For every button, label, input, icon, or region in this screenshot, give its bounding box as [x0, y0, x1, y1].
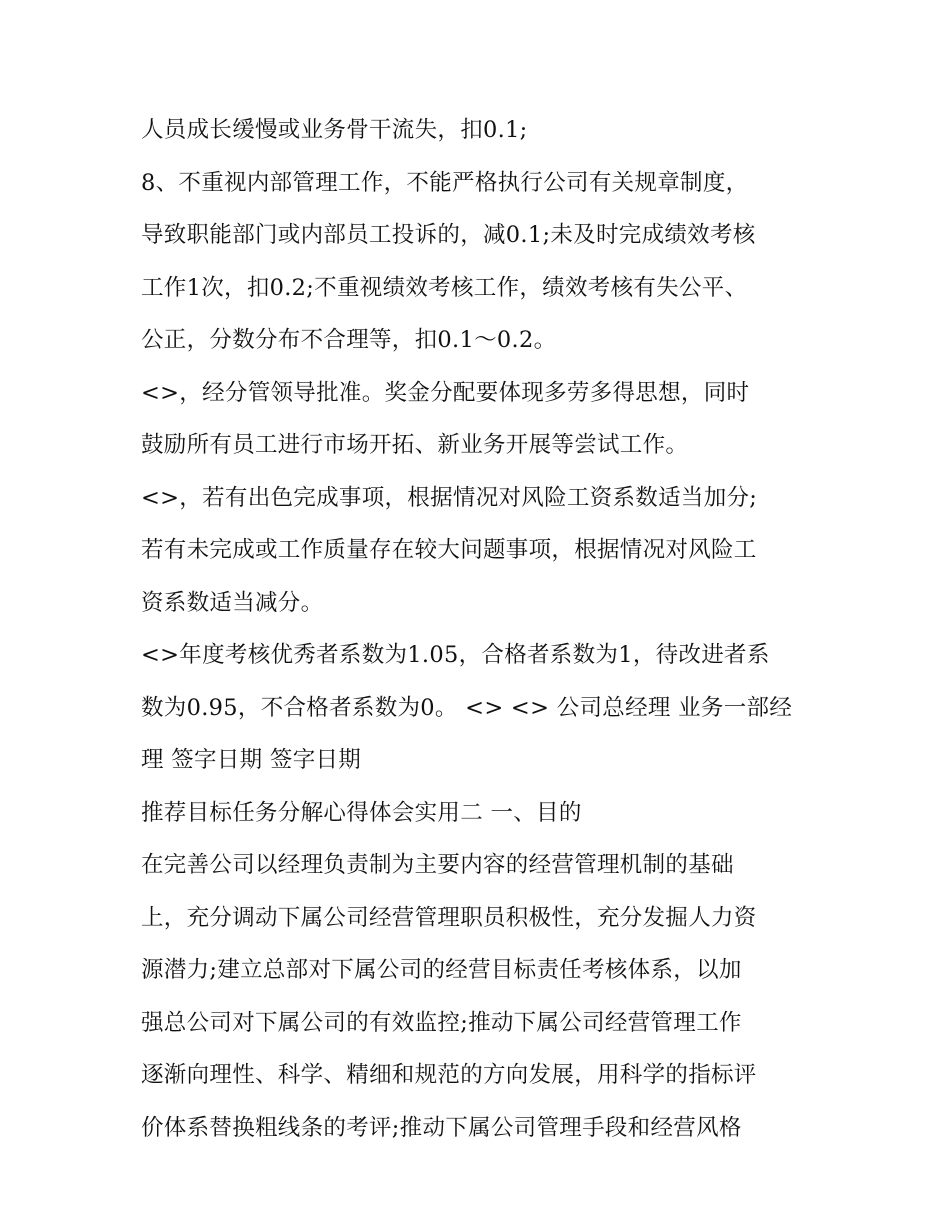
text-line: 强总公司对下属公司的有效监控;推动下属公司经营管理工作 [141, 1009, 742, 1036]
text-line: 鼓励所有员工进行市场开拓、新业务开展等尝试工作。 [141, 432, 689, 458]
section-heading-line: 推荐目标任务分解心得体会实用二 一、目的 [141, 799, 582, 826]
text-line: 8、不重视内部管理工作，不能严格执行公司有关规章制度， [141, 169, 749, 196]
text-line: 源潜力;建立总部对下属公司的经营目标责任考核体系，以加 [141, 957, 742, 983]
text-line: 理 签字日期 签字日期 [141, 747, 362, 773]
text-line: 公正，分数分布不合理等，扣0.1～0.2。 [141, 327, 557, 353]
text-line: <>年度考核优秀者系数为1.05，合格者系数为1，待改进者系 [141, 642, 770, 668]
text-line: 导致职能部门或内部员工投诉的，减0.1;未及时完成绩效考核 [141, 222, 756, 248]
text-line: 上，充分调动下属公司经营管理职员积极性，充分发掘人力资 [141, 904, 757, 931]
text-line: <>，若有出色完成事项，根据情况对风险工资系数适当加分; [141, 484, 758, 511]
document-body [141, 110, 821, 1160]
text-line: 数为0.95，不合格者系数为0。 <> <> 公司总经理 业务一部经 [141, 694, 793, 721]
text-line: 若有未完成或工作质量存在较大问题事项，根据情况对风险工 [141, 537, 757, 563]
text-line: 工作1次，扣0.2;不重视绩效考核工作，绩效考核有失公平、 [141, 274, 748, 301]
text-line: 人员成长缓慢或业务骨干流失，扣0.1; [141, 117, 528, 143]
text-line: 在完善公司以经理负责制为主要内容的经营管理机制的基础 [141, 852, 734, 878]
text-line: 资系数适当减分。 [141, 589, 324, 616]
text-line: 逐渐向理性、科学、精细和规范的方向发展，用科学的指标评 [141, 1062, 757, 1088]
text-line: <>，经分管领导批准。奖金分配要体现多劳多得思想，同时 [141, 379, 750, 406]
text-line: 价体系替换粗线条的考评;推动下属公司管理手段和经营风格 [141, 1114, 742, 1141]
